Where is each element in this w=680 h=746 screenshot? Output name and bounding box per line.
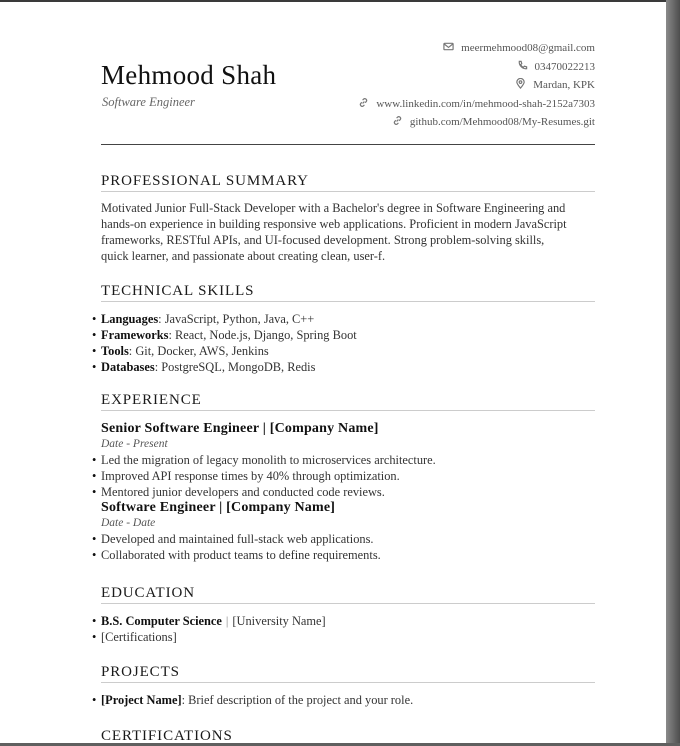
bullet: • xyxy=(92,360,97,374)
job-bullet xyxy=(92,547,595,563)
github-text: github.com/Mehmood08/My-Resumes.git xyxy=(409,116,595,128)
project-name: [Project Name] xyxy=(101,693,182,707)
linkedin-text: www.linkedin.com/in/mehmood-shah-2152a7303 xyxy=(376,97,595,110)
skill-label: Frameworks xyxy=(101,328,169,342)
contact-location xyxy=(358,76,595,95)
skills-heading: TECHNICAL SKILLS xyxy=(101,283,595,302)
contact-github[interactable] xyxy=(358,113,595,132)
skill-value: : React, Node.js, Django, Spring Boot xyxy=(168,328,357,342)
projects-list xyxy=(92,692,595,708)
job-bullet-text: Improved API response times by 40% through optimization. xyxy=(101,469,400,483)
job-bullet xyxy=(92,484,595,500)
mail-icon xyxy=(443,40,454,51)
education-section xyxy=(92,585,595,645)
job-bullet xyxy=(92,468,595,484)
summary-heading: PROFESSIONAL SUMMARY xyxy=(101,173,595,192)
university: [University Name] xyxy=(232,614,326,628)
location-text: Mardan, KPK xyxy=(533,79,595,91)
skills-section xyxy=(92,283,595,375)
summary-line: quick learner, and passionate about creating clean, user-f. xyxy=(101,249,386,263)
summary-section xyxy=(101,173,595,264)
viewer-background xyxy=(666,0,680,743)
link-icon xyxy=(358,96,369,107)
skill-item xyxy=(92,359,595,375)
project-description: : Brief description of the project and your role. xyxy=(181,693,414,707)
skill-label: Tools xyxy=(101,344,129,358)
projects-heading: PROJECTS xyxy=(101,664,595,683)
experience-section xyxy=(92,392,595,563)
contact-email[interactable] xyxy=(358,39,595,58)
bullet: • xyxy=(92,693,97,707)
job-bullet-text: Collaborated with product teams to define requirements. xyxy=(101,548,381,562)
bullet: • xyxy=(92,344,97,358)
summary-line: frameworks, RESTful APIs, and UI-focused development. Strong problem-solving skills, xyxy=(101,233,545,247)
header-divider xyxy=(101,144,595,145)
email-text: meermehmood08@gmail.com xyxy=(461,42,595,54)
contact-block xyxy=(358,39,595,132)
contact-linkedin[interactable] xyxy=(358,95,595,114)
job-bullets xyxy=(92,452,595,500)
job-title: Software Engineer | [Company Name] xyxy=(101,500,336,515)
skill-item xyxy=(92,343,595,359)
bullet: • xyxy=(92,485,97,499)
bullet: • xyxy=(92,453,97,467)
job-bullet xyxy=(92,452,595,468)
skill-value: : Git, Docker, AWS, Jenkins xyxy=(128,344,269,358)
job-date: Date - Present xyxy=(101,438,168,450)
bullet: • xyxy=(92,312,97,326)
link-icon xyxy=(392,114,403,125)
projects-section xyxy=(92,664,595,708)
skill-item xyxy=(92,327,595,343)
bullet: • xyxy=(92,328,97,342)
summary-text xyxy=(101,200,595,264)
phone-icon xyxy=(517,59,528,70)
job-date: Date - Date xyxy=(101,517,156,529)
experience-heading: EXPERIENCE xyxy=(101,392,595,411)
certifications-section xyxy=(101,728,595,746)
certifications-heading: CERTIFICATIONS xyxy=(101,728,233,744)
skill-item xyxy=(92,311,595,327)
skill-label: Languages xyxy=(101,312,159,326)
job-bullet xyxy=(92,531,595,547)
candidate-title: Software Engineer xyxy=(102,95,195,109)
phone-text: 03470022213 xyxy=(534,60,595,73)
job-bullet-text: Led the migration of legacy monolith to microservices architecture. xyxy=(101,453,436,467)
location-pin-icon xyxy=(515,77,526,88)
education-item xyxy=(92,613,595,629)
bullet: • xyxy=(92,548,97,562)
separator: | xyxy=(225,614,229,628)
job-bullet-text: Developed and maintained full-stack web applications. xyxy=(101,532,374,546)
contact-phone[interactable] xyxy=(358,58,595,77)
job-bullets xyxy=(92,531,595,563)
education-heading: EDUCATION xyxy=(101,585,595,604)
skill-value: : PostgreSQL, MongoDB, Redis xyxy=(154,360,316,374)
project-item xyxy=(92,692,595,708)
candidate-name: Mehmood Shah xyxy=(101,60,277,90)
skill-label: Databases xyxy=(101,360,155,374)
skills-list xyxy=(92,311,595,375)
bullet: • xyxy=(92,614,97,628)
certifications-placeholder: [Certifications] xyxy=(101,630,177,644)
education-list xyxy=(92,613,595,645)
bullet: • xyxy=(92,532,97,546)
skill-value: : JavaScript, Python, Java, C++ xyxy=(158,312,315,326)
bullet: • xyxy=(92,469,97,483)
bullet: • xyxy=(92,630,97,644)
education-item xyxy=(92,629,595,645)
job-title: Senior Software Engineer | [Company Name] xyxy=(101,421,379,436)
summary-line: hands-on experience in building responsive web applications. Proficient in modern JavaScript xyxy=(101,217,567,231)
summary-line: Motivated Junior Full-Stack Developer with a Bachelor's degree in Software Engineering and xyxy=(101,201,566,215)
job-bullet-text: Mentored junior developers and conducted code reviews. xyxy=(101,485,385,499)
degree: B.S. Computer Science xyxy=(101,614,222,628)
